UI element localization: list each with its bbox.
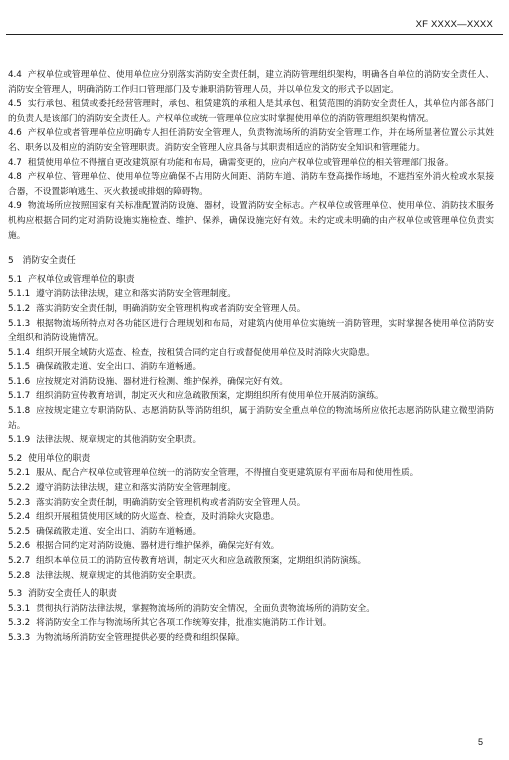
subsection-number: 5.2 [8,453,23,464]
clause-number: 5.3.3 [8,632,31,643]
clause [8,346,494,361]
clause-text: 组织本单位员工的消防宣传教育培训，制定灭火和应急疏散预案，定期组织消防演练。 [36,556,367,566]
section-5-heading [8,254,494,269]
clause-number: 5.2.1 [8,468,31,479]
clause-number: 5.2.3 [8,497,31,508]
clause [8,170,494,199]
clause-number: 5.2.8 [8,570,31,581]
clause [8,389,494,404]
clause-text: 根据合同约定对消防设施、器材进行维护保养，确保完好有效。 [36,541,280,552]
standard-code: XF XXXX—XXXX [415,19,493,30]
subsection-number: 5.1 [8,274,23,285]
subsection-title: 产权单位或管理单位的职责 [28,274,135,285]
clause-text: 为物流场所消防安全管理提供必要的经费和组织保障。 [36,632,245,643]
clause-text: 产权单位、管理单位、使用单位等应确保不占用防火间距、消防车道、消防车登高操作场地，不遮挡室外消火栓或水泵接合器，不设置影响逃生、灭火救援或排烟的障碍物。 [8,172,494,197]
clause-text: 实行承包、租赁或委托经营管理时，承包、租赁建筑的承租人是其承包、租赁范围的消防安全责任人，其单位内部各部门的负责人是该部门的消防安全责任人。产权单位或统一管理单位应实时掌握使用单位的消防管理组织架构情况。 [8,99,494,124]
clause-text: 根据物流场所特点对各功能区进行合理规划和布局，对建筑内使用单位实施统一消防管理，实时掌握各使用单位消防安全组织和消防设施情况。 [8,318,494,344]
subsection-title: 使用单位的职责 [28,453,91,464]
clause-text: 落实消防安全责任制，明确消防安全管理机构或者消防安全管理人员。 [36,303,306,314]
clause-text: 组织开展全域防火巡查、检查，按租赁合同约定自行或督促使用单位及时消除火灾隐患。 [36,347,375,358]
clause [8,466,494,481]
clause-text: 组织开展租赁使用区域的防火巡查、检查，及时消除火灾隐患。 [36,512,280,523]
clause [8,554,494,569]
subsection-number: 5.3 [8,589,23,600]
clause-text: 落实消防安全责任制，明确消防安全管理机构或者消防安全管理人员。 [36,497,306,508]
clause [8,602,494,617]
clause-text: 应按规定对消防设施、器材进行检测、维护保养，确保完好有效。 [36,376,289,387]
subsection-heading [8,452,494,467]
clause-number: 5.1.3 [8,318,31,329]
section-4-clauses [8,68,494,243]
clause-number: 5.2.7 [8,556,31,566]
clause-number: 4.9 [8,201,22,212]
clause [8,199,494,243]
clause [8,569,494,584]
page-number: 5 [477,737,483,747]
clause-number: 5.2.6 [8,541,31,552]
clause-number: 5.1.7 [8,391,31,402]
clause-text: 应按规定建立专职消防队、志愿消防队等消防组织，属于消防安全重点单位的物流场所应依托志愿消防队建立微型消防站。 [8,406,494,431]
clause [8,496,494,511]
clause [8,404,494,433]
subsection-heading [8,587,494,602]
clause-number: 4.6 [8,128,22,139]
clause-text: 租赁使用单位不得擅自更改建筑原有功能和布局，确需变更的，应向产权单位或管理单位的相关管理部门报备。 [27,157,454,168]
clause-number: 5.1.9 [8,435,31,446]
clause-text: 遵守消防法律法规，建立和落实消防安全管理制度。 [36,289,236,300]
clause [8,375,494,390]
header-rule [6,34,503,35]
clause [8,68,494,97]
clause-number: 5.1.6 [8,376,31,387]
clause [8,287,494,302]
clause [8,539,494,554]
clause-number: 5.1.1 [8,289,31,300]
clause [8,317,494,346]
clause-number: 4.7 [8,157,22,168]
clause-number: 4.5 [8,99,22,110]
clause-text: 确保疏散走道、安全出口、消防车道畅通。 [36,362,202,373]
clause [8,302,494,317]
clause-number: 4.4 [8,70,22,80]
clause [8,510,494,525]
clause [8,481,494,496]
clause-text: 贯彻执行消防法律法规，掌握物流场所的消防安全情况，全面负责物流场所的消防安全。 [36,603,375,614]
subsection-heading [8,273,494,288]
clause [8,631,494,646]
clause [8,156,494,171]
clause-text: 物流场所应按照国家有关标准配置消防设施、器材，设置消防安全标志。产权单位或管理单位、使用单位、消防技术服务机构应根据合同约定对消防设施实施检查、维护、保养，确保设施完好有效。未约定或未明确的由产权单位或管理单位负责实施。 [8,201,494,241]
clause-number: 5.2.2 [8,483,31,494]
section-title: 消防安全责任 [22,256,76,267]
clause-text: 产权单位或管理单位、使用单位应分别落实消防安全责任制，建立消防管理组织架构，明确各自单位的消防安全责任人、消防安全管理人，明确消防工作归口管理部门及专兼职消防管理人员，并以单位发文的形式予以固定。 [8,70,494,95]
clause-text: 将消防安全工作与物流场所其它各项工作统筹安排，批准实施消防工作计划。 [36,618,332,629]
clause-text: 服从、配合产权单位或管理单位统一的消防安全管理，不得擅自变更建筑原有平面布局和使用性质。 [36,468,419,479]
clause [8,97,494,126]
section-number: 5 [8,256,14,267]
clause-text: 遵守消防法律法规，建立和落实消防安全管理制度。 [36,483,236,494]
clause [8,126,494,155]
clause-number: 5.1.2 [8,303,31,314]
clause-number: 5.1.8 [8,406,31,417]
clause-number: 5.3.1 [8,603,31,614]
clause-number: 5.3.2 [8,618,31,629]
clause-number: 4.8 [8,172,22,183]
clause [8,616,494,631]
subsection-5-2 [8,452,494,583]
clause-number: 5.1.5 [8,362,31,373]
clause-text: 确保疏散走道、安全出口、消防车道畅通。 [36,526,202,537]
clause [8,525,494,540]
clause-text: 产权单位或者管理单位应明确专人担任消防安全管理人，负责物流场所的消防安全管理工作，并在场所显著位置公示其姓名、职务以及相应的消防安全管理职责。消防安全管理人应具备与其职责相适应的消防安全知识和管理能力。 [8,128,494,153]
clause-number: 5.2.4 [8,512,31,523]
subsection-5-3 [8,587,494,645]
clause [8,433,494,448]
subsection-5-1 [8,273,494,448]
clause-text: 法律法规、规章规定的其他消防安全职责。 [36,570,202,581]
clause-number: 5.1.4 [8,347,31,358]
clause-number: 5.2.5 [8,526,31,537]
clause [8,360,494,375]
clause-text: 组织消防宣传教育培训，制定灭火和应急疏散预案，定期组织所有使用单位开展消防演练。 [36,391,384,402]
document-body [8,68,494,646]
clause-text: 法律法规、规章规定的其他消防安全职责。 [36,435,202,446]
subsection-title: 消防安全责任人的职责 [28,589,117,600]
